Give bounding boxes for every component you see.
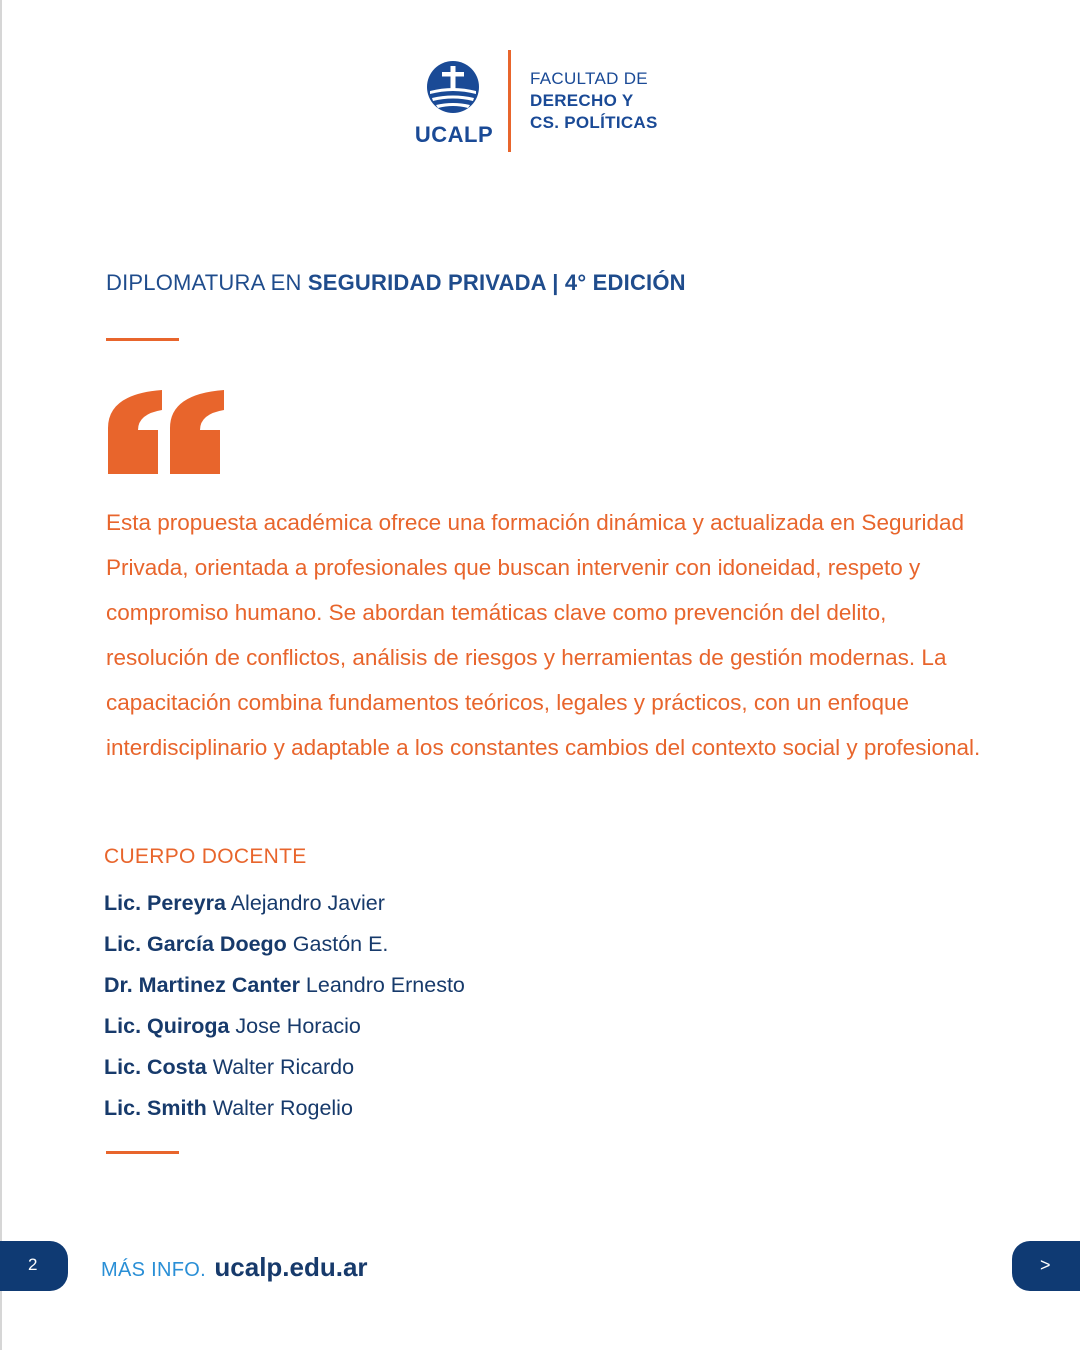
page-left-border — [0, 0, 2, 1350]
teacher-name: Leandro Ernesto — [299, 973, 465, 997]
teacher-item — [104, 883, 465, 924]
teacher-title: Lic. Smith — [104, 1096, 207, 1120]
teacher-title: Lic. García Doego — [104, 932, 287, 956]
teacher-name: Gastón E. — [286, 932, 389, 956]
page-title — [106, 270, 686, 296]
teacher-item — [104, 924, 465, 965]
faculty-line-2: DERECHO Y — [530, 91, 634, 110]
faculty-line-3: CS. POLÍTICAS — [530, 113, 658, 132]
logo-divider — [508, 50, 511, 152]
page-number-tab — [0, 1241, 68, 1291]
teacher-title: Lic. Pereyra — [104, 891, 226, 915]
title-strong: SEGURIDAD PRIVADA | 4° EDICIÓN — [307, 270, 686, 295]
next-arrow-icon: > — [1040, 1255, 1051, 1275]
teacher-list — [104, 883, 465, 1129]
ucalp-emblem-icon — [426, 60, 480, 114]
faculty-heading: CUERPO DOCENTE — [104, 845, 307, 868]
more-info — [101, 1252, 368, 1283]
teacher-item — [104, 1047, 465, 1088]
teacher-name: Alejandro Javier — [225, 891, 385, 915]
teacher-item — [104, 1088, 465, 1129]
teacher-name: Jose Horacio — [229, 1014, 361, 1038]
faculty-line-1: FACULTAD DE — [530, 69, 648, 88]
page-number: 2 — [28, 1255, 38, 1274]
more-info-label: MÁS INFO. — [101, 1259, 206, 1281]
faculty-name — [530, 68, 658, 134]
title-prefix: DIPLOMATURA EN — [106, 270, 308, 295]
teacher-name: Walter Rogelio — [206, 1096, 353, 1120]
divider-bottom — [106, 1151, 179, 1154]
divider-top — [106, 338, 179, 341]
teacher-name: Walter Ricardo — [206, 1055, 355, 1079]
program-description: Esta propuesta académica ofrece una formación dinámica y actualizada en Seguridad Privada, orientada a profesionales que buscan intervenir con idoneidad, respeto y compromiso humano. Se abordan temáticas clave como prevención del delito, resolución de conflictos, análisis de riesgos y herramientas de gestión modernas. La capacitación combina fundamentos teóricos, legales y prácticos, con un enfoque interdisciplinario y adaptable a los constantes cambios del contexto social y profesional. — [106, 510, 981, 760]
teacher-title: Lic. Quiroga — [104, 1014, 230, 1038]
logo-wordmark: UCALP — [414, 122, 494, 147]
teacher-title: Dr. Martinez Canter — [104, 973, 300, 997]
next-page-button[interactable] — [1012, 1241, 1080, 1291]
website-link[interactable]: ucalp.edu.ar — [214, 1252, 368, 1282]
ucalp-logo — [414, 50, 674, 154]
quote-mark-icon — [104, 386, 228, 478]
teacher-item — [104, 965, 465, 1006]
teacher-title: Lic. Costa — [104, 1055, 207, 1079]
teacher-item — [104, 1006, 465, 1047]
